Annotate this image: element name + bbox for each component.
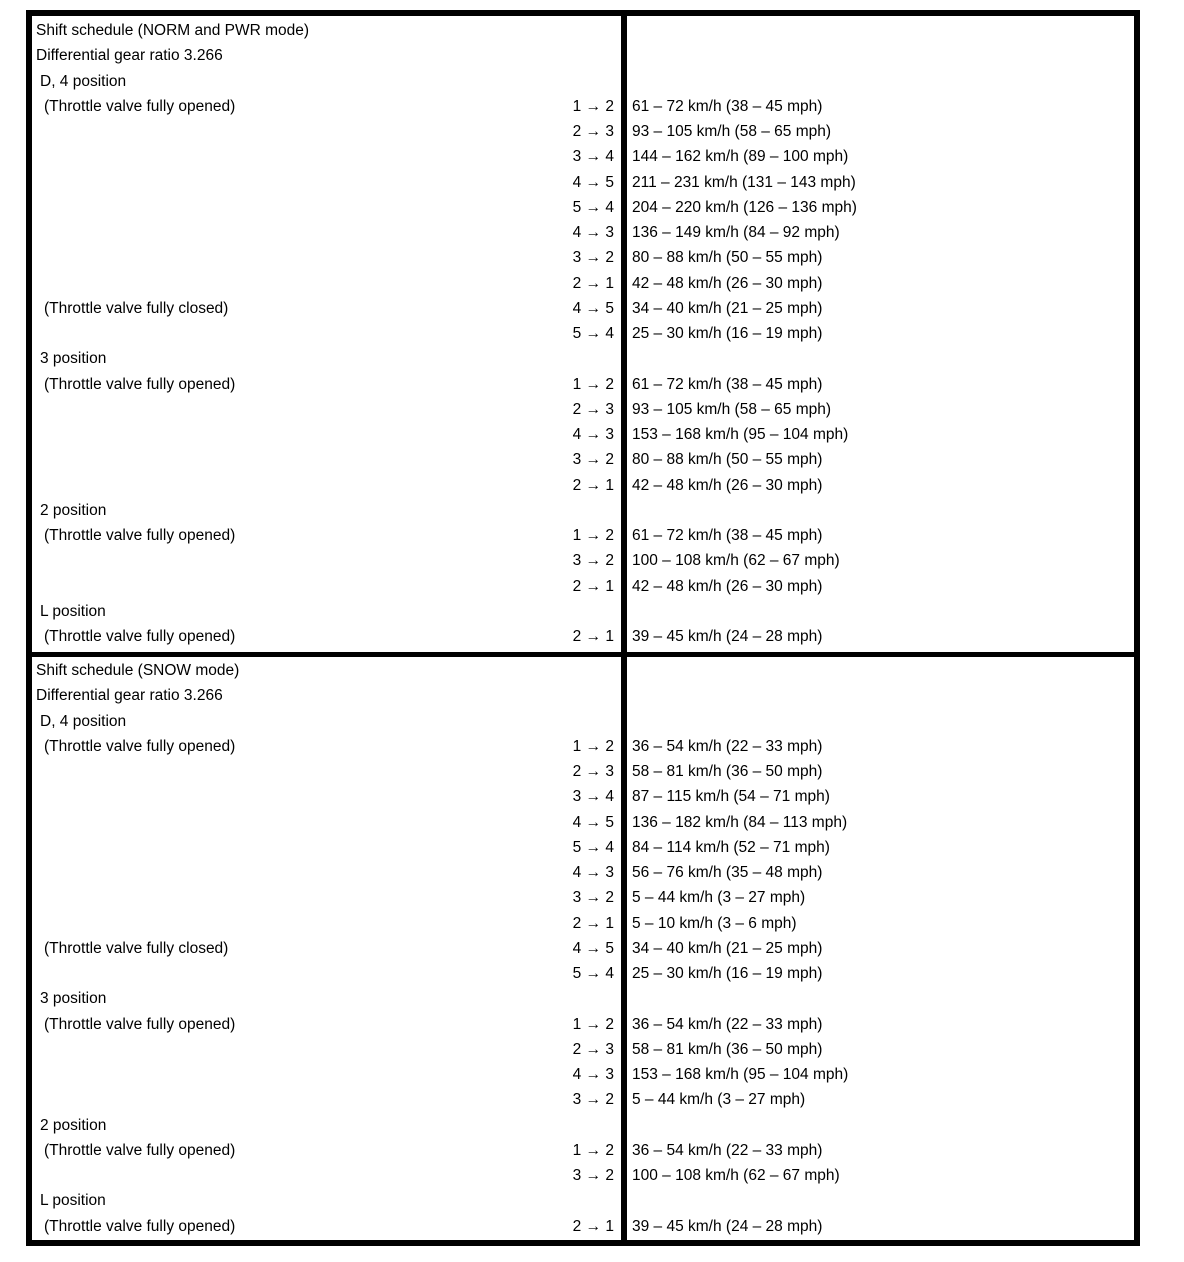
throttle-condition: (Throttle valve fully closed)	[44, 299, 229, 317]
throttle-condition: (Throttle valve fully opened)	[44, 628, 236, 645]
gear-shift: 4 → 3	[572, 224, 614, 241]
shift-speed: 42 – 48 km/h (26 – 30 mph)	[632, 577, 823, 595]
gear-shift: 1 → 2	[572, 1015, 614, 1033]
shift-speed: 84 – 114 km/h (52 – 71 mph)	[632, 838, 830, 856]
position-label: 2 position	[40, 1116, 107, 1134]
gear-shift: 2 → 1	[572, 628, 614, 645]
shift-speed: 39 – 45 km/h (24 – 28 mph)	[632, 628, 823, 645]
shift-speed: 153 – 168 km/h (95 – 104 mph)	[632, 426, 849, 443]
gear-shift: 2 → 1	[572, 274, 614, 292]
gear-shift: 2 → 3	[572, 763, 614, 780]
position-label: D, 4 position	[40, 72, 127, 90]
gear-shift: 3 → 2	[572, 451, 614, 469]
position-label: 3 position	[40, 990, 107, 1008]
gear-shift: 5 → 4	[572, 325, 614, 342]
shift-speed: 100 – 108 km/h (62 – 67 mph)	[632, 1167, 840, 1184]
throttle-condition: (Throttle valve fully opened)	[44, 97, 236, 115]
throttle-condition: (Throttle valve fully opened)	[44, 1141, 236, 1159]
shift-speed: 61 – 72 km/h (38 – 45 mph)	[632, 97, 823, 115]
shift-speed: 42 – 48 km/h (26 – 30 mph)	[632, 476, 823, 494]
position-label: D, 4 position	[40, 712, 127, 730]
throttle-condition: (Throttle valve fully opened)	[44, 1217, 236, 1235]
gear-shift: 1 → 2	[572, 375, 614, 393]
position-label: 3 position	[40, 350, 107, 368]
shift-speed: 34 – 40 km/h (21 – 25 mph)	[632, 299, 823, 317]
shift-speed: 100 – 108 km/h (62 – 67 mph)	[632, 552, 840, 570]
shift-speed: 61 – 72 km/h (38 – 45 mph)	[632, 375, 823, 393]
shift-speed: 36 – 54 km/h (22 – 33 mph)	[632, 737, 823, 755]
gear-shift: 2 → 1	[572, 476, 614, 494]
gear-shift: 1 → 2	[572, 737, 614, 755]
shift-speed: 93 – 105 km/h (58 – 65 mph)	[632, 400, 832, 418]
gear-shift: 5 → 4	[572, 838, 614, 856]
shift-speed: 36 – 54 km/h (22 – 33 mph)	[632, 1141, 823, 1159]
shift-speed: 5 – 10 km/h (3 – 6 mph)	[632, 914, 797, 932]
shift-speed: 39 – 45 km/h (24 – 28 mph)	[632, 1217, 823, 1235]
gear-shift: 5 → 4	[572, 965, 614, 982]
shift-speed: 36 – 54 km/h (22 – 33 mph)	[632, 1015, 823, 1033]
shift-speed: 56 – 76 km/h (35 – 48 mph)	[632, 864, 823, 881]
throttle-condition: (Throttle valve fully opened)	[44, 1015, 236, 1033]
shift-speed: 25 – 30 km/h (16 – 19 mph)	[632, 325, 823, 342]
shift-speed: 211 – 231 km/h (131 – 143 mph)	[632, 173, 856, 191]
shift-speed: 5 – 44 km/h (3 – 27 mph)	[632, 889, 806, 907]
column-divider	[621, 10, 627, 1246]
gear-shift: 1 → 2	[572, 527, 614, 544]
shift-speed: 34 – 40 km/h (21 – 25 mph)	[632, 939, 823, 957]
gear-shift: 3 → 2	[572, 1167, 614, 1184]
gear-shift: 2 → 3	[572, 400, 614, 418]
gear-shift: 4 → 5	[572, 939, 614, 957]
throttle-condition: (Throttle valve fully opened)	[44, 737, 236, 755]
gear-shift: 1 → 2	[572, 97, 614, 115]
gear-shift: 3 → 2	[572, 552, 614, 570]
shift-speed: 25 – 30 km/h (16 – 19 mph)	[632, 965, 823, 982]
gear-shift: 2 → 1	[572, 577, 614, 595]
gear-shift: 3 → 2	[572, 889, 614, 907]
throttle-condition: (Throttle valve fully opened)	[44, 527, 236, 544]
shift-speed: 5 – 44 km/h (3 – 27 mph)	[632, 1091, 806, 1109]
shift-speed: 87 – 115 km/h (54 – 71 mph)	[632, 788, 830, 806]
shift-speed: 58 – 81 km/h (36 – 50 mph)	[632, 1040, 823, 1058]
position-label: L position	[40, 602, 106, 620]
gear-shift: 1 → 2	[572, 1141, 614, 1159]
gear-shift: 2 → 1	[572, 914, 614, 932]
shift-speed: 58 – 81 km/h (36 – 50 mph)	[632, 763, 823, 780]
gear-shift: 4 → 3	[572, 426, 614, 443]
gear-shift: 3 → 4	[572, 788, 614, 806]
shift-speed: 80 – 88 km/h (50 – 55 mph)	[632, 451, 823, 469]
gear-shift: 2 → 3	[572, 123, 614, 140]
gear-shift: 4 → 5	[572, 813, 614, 831]
shift-speed: 136 – 149 km/h (84 – 92 mph)	[632, 224, 840, 241]
gear-shift: 4 → 3	[572, 864, 614, 881]
throttle-condition: (Throttle valve fully closed)	[44, 939, 229, 957]
shift-speed: 144 – 162 km/h (89 – 100 mph)	[632, 148, 849, 166]
section-title: Shift schedule (SNOW mode)	[36, 662, 240, 679]
gear-shift: 2 → 3	[572, 1040, 614, 1058]
gear-shift: 3 → 4	[572, 148, 614, 166]
gear-shift: 3 → 2	[572, 249, 614, 267]
gear-shift: 4 → 3	[572, 1066, 614, 1083]
gear-shift: 5 → 4	[572, 198, 614, 216]
position-label: L position	[40, 1192, 106, 1210]
shift-speed: 61 – 72 km/h (38 – 45 mph)	[632, 527, 823, 544]
section-divider	[26, 652, 1140, 657]
gear-shift: 4 → 5	[572, 173, 614, 191]
shift-speed: 136 – 182 km/h (84 – 113 mph)	[632, 813, 848, 831]
gear-shift: 2 → 1	[572, 1217, 614, 1235]
shift-speed: 153 – 168 km/h (95 – 104 mph)	[632, 1066, 849, 1083]
position-label: 2 position	[40, 501, 107, 519]
gear-ratio: Differential gear ratio 3.266	[36, 687, 223, 705]
shift-speed: 93 – 105 km/h (58 – 65 mph)	[632, 123, 832, 140]
shift-speed: 80 – 88 km/h (50 – 55 mph)	[632, 249, 823, 267]
shift-speed: 204 – 220 km/h (126 – 136 mph)	[632, 198, 857, 216]
throttle-condition: (Throttle valve fully opened)	[44, 375, 236, 393]
gear-ratio: Differential gear ratio 3.266	[36, 47, 223, 65]
shift-speed: 42 – 48 km/h (26 – 30 mph)	[632, 274, 823, 292]
gear-shift: 3 → 2	[572, 1091, 614, 1109]
gear-shift: 4 → 5	[572, 299, 614, 317]
section-title: Shift schedule (NORM and PWR mode)	[36, 22, 310, 39]
